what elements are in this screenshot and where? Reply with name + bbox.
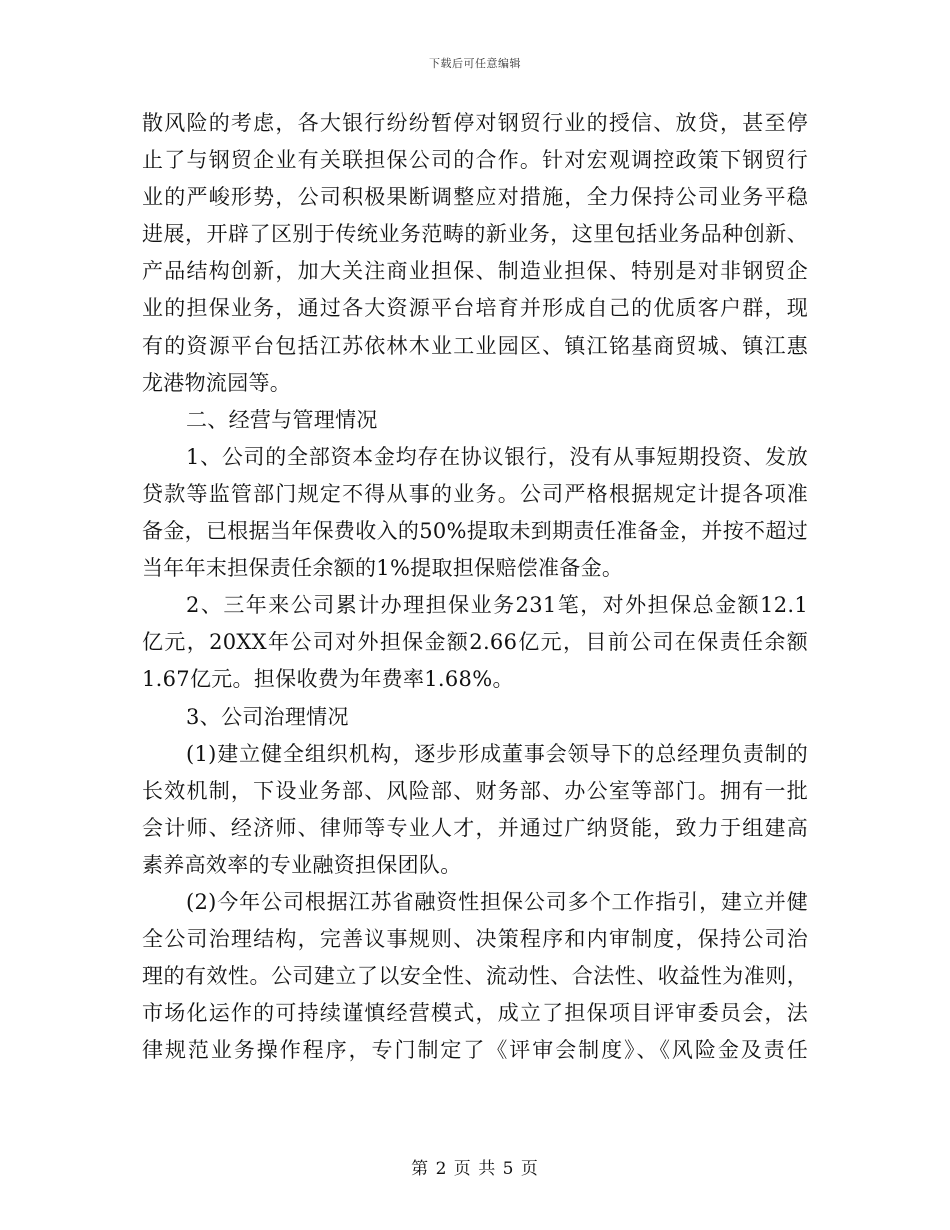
paragraph-line: 亿元，20XX年公司对外担保金额2.66亿元，目前公司在保责任余额 <box>142 630 808 655</box>
page-header-note: 下载后可任意编辑 <box>429 57 521 70</box>
paragraph-line: 律规范业务操作程序，专门制定了《评审会制度》、《风险金及责任 <box>142 1038 808 1063</box>
paragraph-line: 止了与钢贸企业有关联担保公司的合作。针对宏观调控政策下钢贸行 <box>142 148 808 173</box>
page-number-footer: 第 2 页 共 5 页 <box>411 1159 539 1179</box>
paragraph-line: 会计师、经济师、律师等专业人才，并通过广纳贤能，致力于组建高 <box>142 815 808 840</box>
paragraph-line: 素养高效率的专业融资担保团队。 <box>142 852 462 877</box>
paragraph-line: 市场化运作的可持续谨慎经营模式，成立了担保项目评审委员会，法 <box>142 1001 808 1026</box>
paragraph-line: 有的资源平台包括江苏依林木业工业园区、镇江铭基商贸城、镇江惠 <box>142 333 808 358</box>
paragraph-line: 进展，开辟了区别于传统业务范畴的新业务，这里包括业务品种创新、 <box>142 222 808 247</box>
section-heading: 二、经营与管理情况 <box>186 407 378 432</box>
paragraph-line: 长效机制，下设业务部、风险部、财务部、办公室等部门。拥有一批 <box>142 778 808 803</box>
paragraph-line: 贷款等监管部门规定不得从事的业务。公司严格根据规定计提各项准 <box>142 481 808 506</box>
subsection-heading: 3、公司治理情况 <box>186 704 349 729</box>
paragraph-line: 2、三年来公司累计办理担保业务231笔，对外担保总金额12.1 <box>186 593 808 618</box>
paragraph-line: 当年年末担保责任余额的1%提取担保赔偿准备金。 <box>142 556 624 581</box>
paragraph-line: 1.67亿元。担保收费为年费率1.68%。 <box>142 667 514 692</box>
paragraph-line: 龙港物流园等。 <box>142 370 292 395</box>
paragraph-line: 全公司治理结构，完善议事规则、决策程序和内审制度，保持公司治 <box>142 927 808 952</box>
document-body <box>142 105 808 1069</box>
paragraph-line: 1、公司的全部资本金均存在协议银行，没有从事短期投资、发放 <box>186 444 808 469</box>
paragraph-line: 产品结构创新，加大关注商业担保、制造业担保、特别是对非钢贸企 <box>142 259 808 284</box>
paragraph-line: (2)今年公司根据江苏省融资性担保公司多个工作指引，建立并健 <box>186 889 808 914</box>
paragraph-line: 业的担保业务，通过各大资源平台培育并形成自己的优质客户群，现 <box>142 296 808 321</box>
paragraph-line: 理的有效性。公司建立了以安全性、流动性、合法性、收益性为准则， <box>142 964 808 989</box>
paragraph-line: (1)建立健全组织机构，逐步形成董事会领导下的总经理负责制的 <box>186 741 808 766</box>
paragraph-line: 备金，已根据当年保费收入的50%提取未到期责任准备金，并按不超过 <box>142 519 808 544</box>
paragraph-line: 散风险的考虑，各大银行纷纷暂停对钢贸行业的授信、放贷，甚至停 <box>142 111 808 135</box>
paragraph-line: 业的严峻形势，公司积极果断调整应对措施，全力保持公司业务平稳 <box>142 185 808 210</box>
